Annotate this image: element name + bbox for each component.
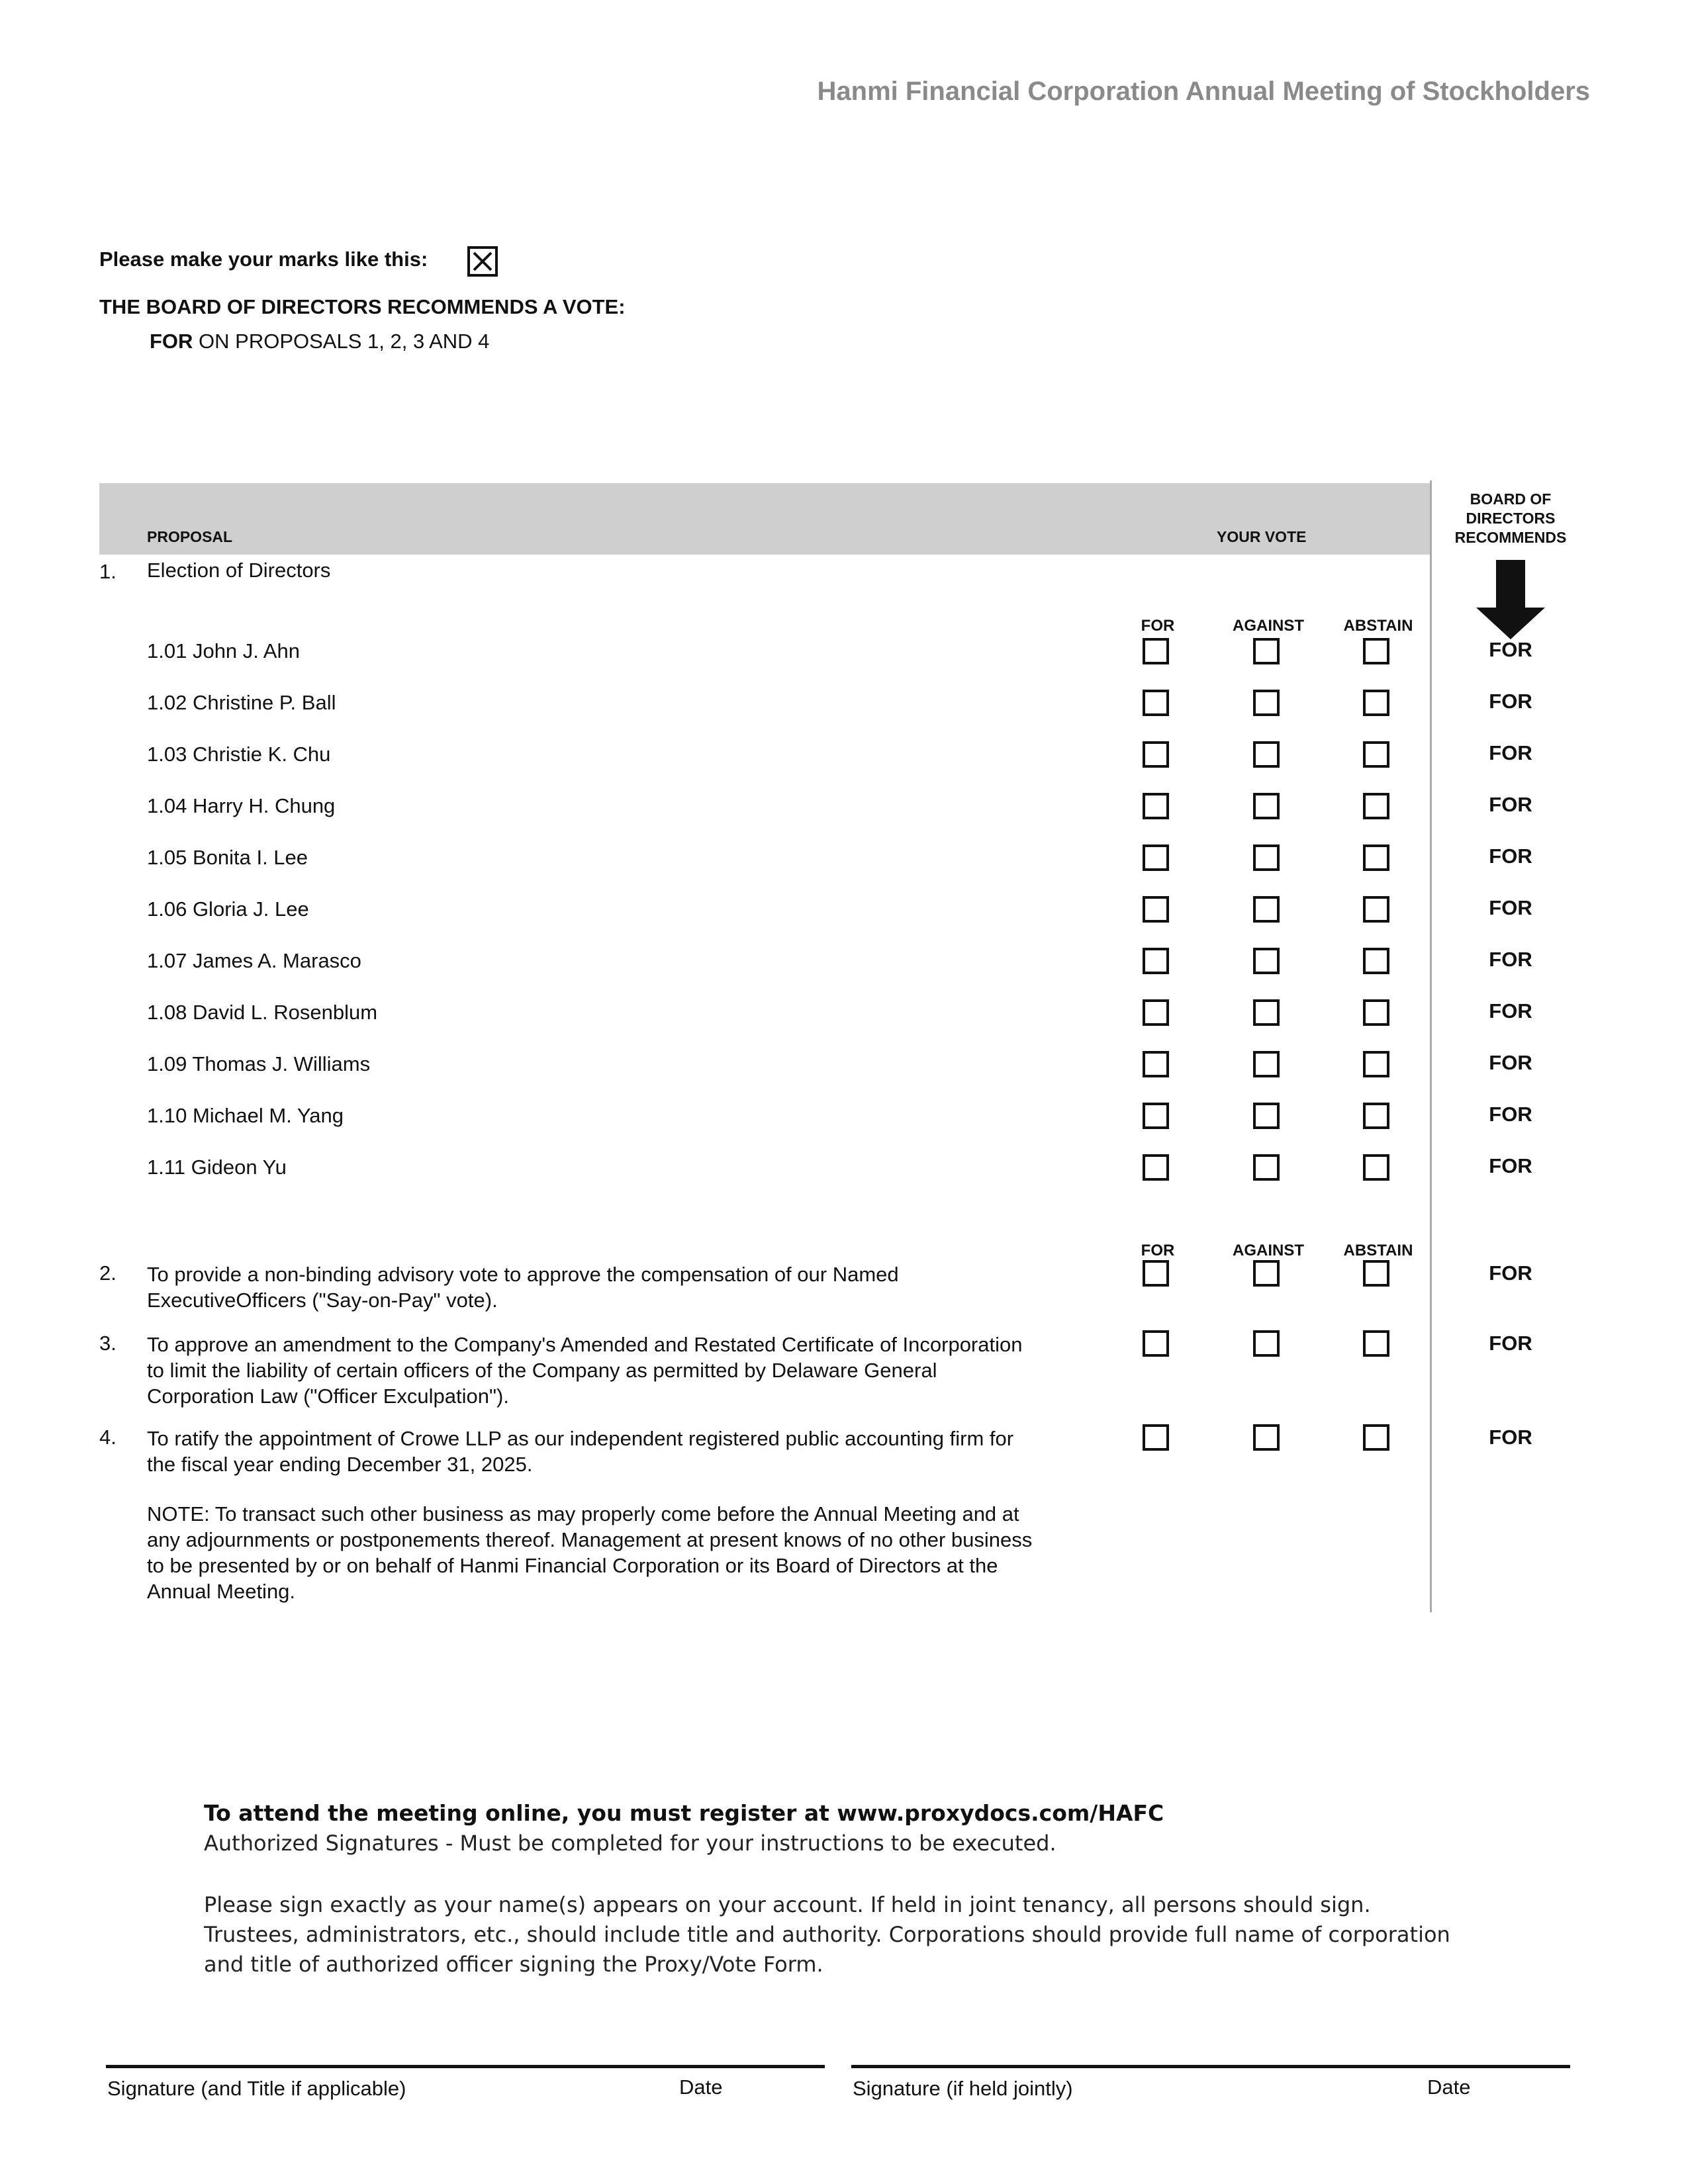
column-header-board-recommends: BOARD OF DIRECTORS RECOMMENDS xyxy=(1454,490,1567,546)
vote-checkbox-for[interactable] xyxy=(1143,1330,1169,1357)
vote-checkbox-against[interactable] xyxy=(1253,896,1280,923)
signature-label: Signature (and Title if applicable) xyxy=(107,2077,406,2100)
proposal-text-line: Corporation Law ("Officer Exculpation"). xyxy=(147,1385,509,1408)
vote-checkbox-against[interactable] xyxy=(1253,638,1280,664)
vote-checkbox-abstain[interactable] xyxy=(1363,638,1389,664)
nominee-name: 1.10 Michael M. Yang xyxy=(147,1104,344,1127)
vote-checkbox-for[interactable] xyxy=(1143,948,1169,974)
vote-checkbox-abstain[interactable] xyxy=(1363,1330,1389,1357)
authorized-signatures-text: Authorized Signatures - Must be completed for your instructions to be executed. xyxy=(204,1831,1056,1856)
vote-checkbox-abstain[interactable] xyxy=(1363,741,1389,768)
proposal-number: 3. xyxy=(99,1332,117,1355)
proposal-text xyxy=(147,1426,1127,1477)
proposal-number: 2. xyxy=(99,1261,117,1285)
vote-checkbox-against[interactable] xyxy=(1253,948,1280,974)
board-recommendation: FOR xyxy=(1489,1261,1532,1285)
note-text xyxy=(147,1501,1127,1604)
nominee-name: 1.03 Christie K. Chu xyxy=(147,743,331,766)
proposal-text-line: To approve an amendment to the Company's Amended and Restated Certificate of Incorporation xyxy=(147,1333,1023,1356)
vote-checkbox-for[interactable] xyxy=(1143,1154,1169,1181)
note-line: any adjournments or postponements thereof. Management at present knows of no other business xyxy=(147,1528,1033,1551)
board-recommendation: FOR xyxy=(1489,1332,1532,1355)
vote-checkbox-abstain[interactable] xyxy=(1363,1051,1389,1077)
vote-checkbox-for[interactable] xyxy=(1143,1260,1169,1287)
proposal-number: 4. xyxy=(99,1426,117,1449)
column-divider xyxy=(1430,480,1432,1612)
vote-checkbox-against[interactable] xyxy=(1253,1260,1280,1287)
proposal-text-line: To provide a non-binding advisory vote to approve the compensation of our Named xyxy=(147,1263,899,1286)
x-mark-icon xyxy=(471,250,494,273)
board-recommendation: FOR xyxy=(1489,690,1532,713)
board-recommendation: FOR xyxy=(1489,741,1532,764)
option-header-for: FOR xyxy=(1141,617,1175,635)
marks-instruction-label: Please make your marks like this: xyxy=(99,248,428,271)
attend-online-instructions: To attend the meeting online, you must register at www.proxydocs.com/HAFC xyxy=(204,1800,1164,1826)
note-line: NOTE: To transact such other business as may properly come before the Annual Meeting and at xyxy=(147,1502,1019,1525)
vote-checkbox-abstain[interactable] xyxy=(1363,896,1389,923)
vote-checkbox-against[interactable] xyxy=(1253,741,1280,768)
vote-checkbox-abstain[interactable] xyxy=(1363,793,1389,819)
option-header-for: FOR xyxy=(1141,1242,1175,1259)
board-recommendation: FOR xyxy=(1489,999,1532,1023)
recommendation-for: FOR xyxy=(150,330,193,353)
joint-date-label: Date xyxy=(1427,2075,1471,2099)
vote-checkbox-for[interactable] xyxy=(1143,1051,1169,1077)
column-header-your-vote: YOUR VOTE xyxy=(1217,528,1307,545)
joint-signature-line[interactable] xyxy=(851,2065,1570,2068)
vote-checkbox-abstain[interactable] xyxy=(1363,1260,1389,1287)
recommendation-proposals: ON PROPOSALS 1, 2, 3 AND 4 xyxy=(193,330,490,353)
vote-checkbox-abstain[interactable] xyxy=(1363,999,1389,1026)
nominee-name: 1.05 Bonita I. Lee xyxy=(147,846,308,869)
board-recommendation: FOR xyxy=(1489,793,1532,816)
note-line: Annual Meeting. xyxy=(147,1580,296,1603)
vote-checkbox-for[interactable] xyxy=(1143,1424,1169,1451)
recommendation-summary xyxy=(150,330,489,353)
vote-checkbox-against[interactable] xyxy=(1253,1154,1280,1181)
vote-checkbox-abstain[interactable] xyxy=(1363,948,1389,974)
vote-checkbox-abstain[interactable] xyxy=(1363,844,1389,871)
vote-checkbox-against[interactable] xyxy=(1253,690,1280,716)
vote-checkbox-for[interactable] xyxy=(1143,844,1169,871)
nominee-name: 1.06 Gloria J. Lee xyxy=(147,897,309,921)
vote-checkbox-against[interactable] xyxy=(1253,1330,1280,1357)
nominee-name: 1.01 John J. Ahn xyxy=(147,639,300,662)
board-recommendation: FOR xyxy=(1489,948,1532,971)
nominee-name: 1.11 Gideon Yu xyxy=(147,1156,287,1179)
option-header-abstain: ABSTAIN xyxy=(1343,617,1413,635)
nominee-name: 1.04 Harry H. Chung xyxy=(147,794,336,817)
vote-checkbox-against[interactable] xyxy=(1253,844,1280,871)
signing-instructions: Please sign exactly as your name(s) appears on your account. If held in joint tenancy, all persons should sign. Trustees, administrators, etc., should include title and authority. Corporations should provide full name of corporation and title of authorized officer signing the Proxy/Vote Form. xyxy=(204,1892,1450,1977)
down-arrow-icon xyxy=(1475,560,1546,639)
board-recommendation: FOR xyxy=(1489,896,1532,919)
note-line: to be presented by or on behalf of Hanmi Financial Corporation or its Board of Directors at the xyxy=(147,1554,998,1577)
proposal-number: 1. xyxy=(99,560,117,583)
nominee-name: 1.09 Thomas J. Williams xyxy=(147,1052,371,1075)
vote-checkbox-for[interactable] xyxy=(1143,741,1169,768)
board-recommendation: FOR xyxy=(1489,1154,1532,1177)
proposal-text-line: the fiscal year ending December 31, 2025. xyxy=(147,1453,533,1476)
option-header-abstain: ABSTAIN xyxy=(1343,1242,1413,1259)
vote-checkbox-for[interactable] xyxy=(1143,896,1169,923)
option-header-against: AGAINST xyxy=(1233,1242,1304,1259)
board-recommendation-heading: THE BOARD OF DIRECTORS RECOMMENDS A VOTE: xyxy=(99,295,626,318)
proposal-text xyxy=(147,1332,1127,1409)
nominee-name: 1.08 David L. Rosenblum xyxy=(147,1001,378,1024)
board-recommendation: FOR xyxy=(1489,1426,1532,1449)
board-recommendation: FOR xyxy=(1489,844,1532,868)
vote-checkbox-against[interactable] xyxy=(1253,999,1280,1026)
board-recommendation: FOR xyxy=(1489,1103,1532,1126)
vote-checkbox-against[interactable] xyxy=(1253,1103,1280,1129)
proposal-text-line: ExecutiveOfficers ("Say-on-Pay" vote). xyxy=(147,1289,498,1312)
page-title: Hanmi Financial Corporation Annual Meeting of Stockholders xyxy=(817,77,1590,106)
joint-signature-label: Signature (if held jointly) xyxy=(853,2077,1073,2100)
vote-checkbox-for[interactable] xyxy=(1143,638,1169,664)
proposal-title: Election of Directors xyxy=(147,559,331,582)
board-recommendation: FOR xyxy=(1489,1051,1532,1074)
vote-checkbox-against[interactable] xyxy=(1253,1051,1280,1077)
vote-checkbox-abstain[interactable] xyxy=(1363,1424,1389,1451)
vote-checkbox-abstain[interactable] xyxy=(1363,690,1389,716)
proposal-text xyxy=(147,1261,1127,1313)
vote-checkbox-abstain[interactable] xyxy=(1363,1154,1389,1181)
date-label: Date xyxy=(679,2075,723,2099)
option-header-against: AGAINST xyxy=(1233,617,1304,635)
vote-checkbox-for[interactable] xyxy=(1143,999,1169,1026)
column-header-proposal: PROPOSAL xyxy=(147,528,233,545)
vote-checkbox-for[interactable] xyxy=(1143,1103,1169,1129)
vote-checkbox-for[interactable] xyxy=(1143,793,1169,819)
vote-checkbox-for[interactable] xyxy=(1143,690,1169,716)
vote-checkbox-against[interactable] xyxy=(1253,1424,1280,1451)
nominee-name: 1.07 James A. Marasco xyxy=(147,949,361,972)
vote-checkbox-abstain[interactable] xyxy=(1363,1103,1389,1129)
proposal-text-line: To ratify the appointment of Crowe LLP as our independent registered public accounting firm for xyxy=(147,1427,1014,1450)
board-recommendation: FOR xyxy=(1489,638,1532,661)
proposal-text-line: to limit the liability of certain officers of the Company as permitted by Delaware General xyxy=(147,1359,937,1382)
example-mark-box xyxy=(467,246,498,277)
vote-checkbox-against[interactable] xyxy=(1253,793,1280,819)
signature-line[interactable] xyxy=(106,2065,825,2068)
nominee-name: 1.02 Christine P. Ball xyxy=(147,691,336,714)
